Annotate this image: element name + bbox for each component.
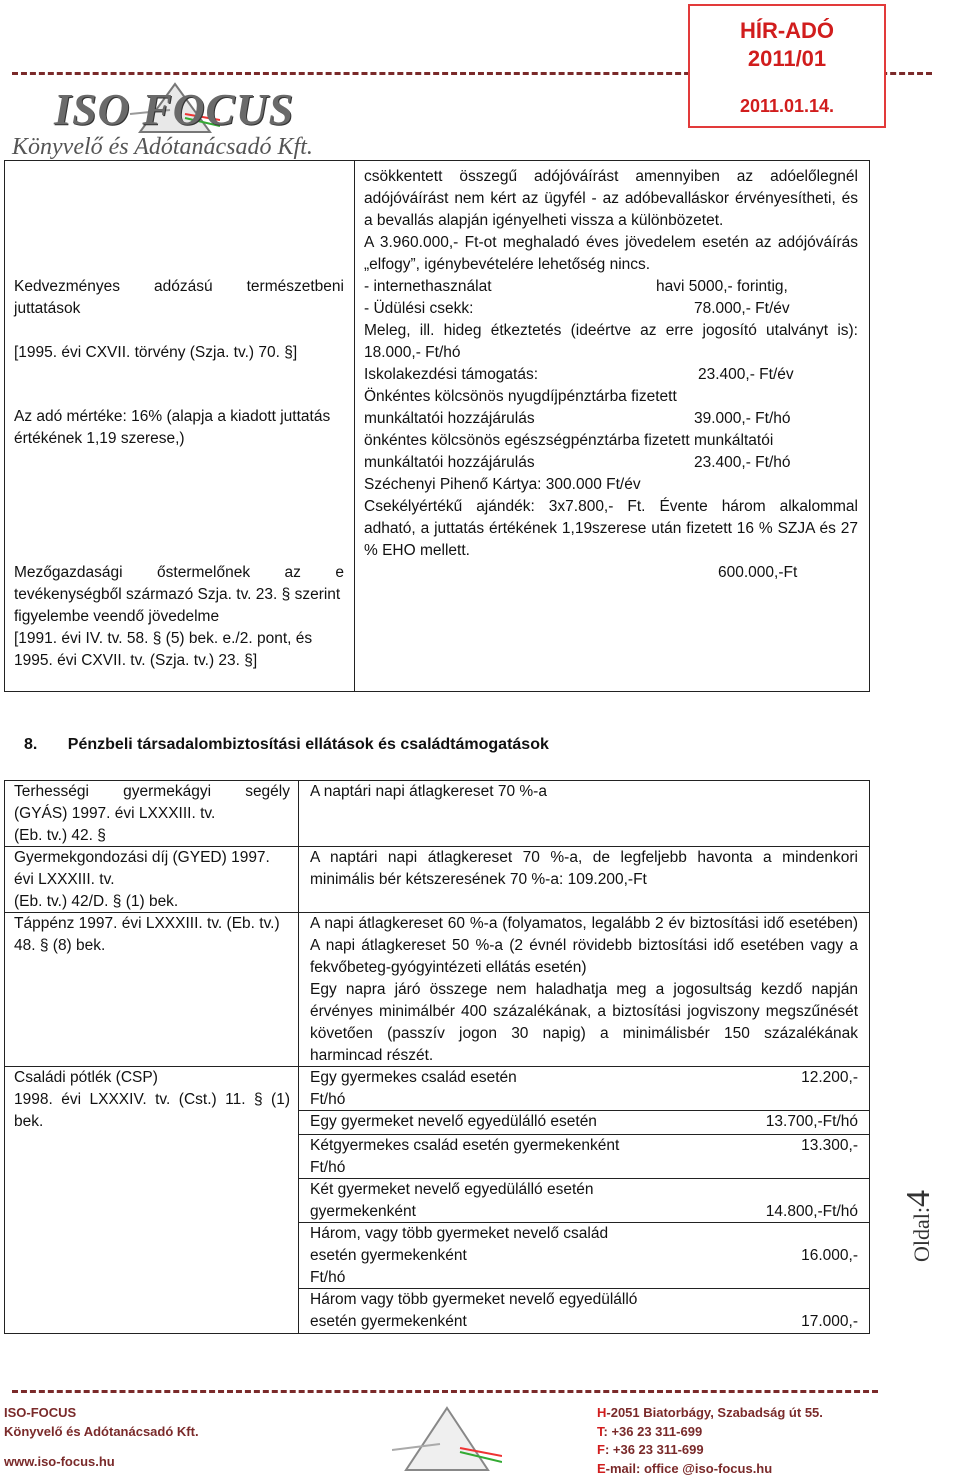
text: esetén gyermekenként bbox=[310, 1247, 467, 1264]
footer-company-subtitle: Könyvelő és Adótanácsadó Kft. bbox=[4, 1423, 199, 1439]
text: Két gyermeket nevelő egyedülálló esetén bbox=[310, 1181, 594, 1198]
benefit-heading bbox=[14, 276, 344, 320]
text: Családi pótlék (CSP) bbox=[14, 1069, 158, 1086]
text: 1998. évi LXXXIV. tv. (Cst.) 11. § (1) bbox=[14, 1091, 290, 1108]
text: Önkéntes kölcsönös nyugdíjpénztárba fizetett bbox=[364, 388, 677, 405]
text: (Eb. tv.) 42. § bbox=[14, 827, 106, 844]
text: Meleg, ill. hideg étkeztetés (ideértve az erre jogosító utalványt is): bbox=[364, 322, 858, 339]
text: értékének 1,19 szerese,) bbox=[14, 430, 185, 447]
text: Ft/hó bbox=[310, 1091, 346, 1108]
newsletter-number: 2011/01 bbox=[747, 46, 827, 71]
farmer-income-text bbox=[14, 562, 344, 672]
text: érvényes minimálbér 400 százalékának, a biztosítási jogviszony megszűnését bbox=[310, 1003, 858, 1020]
newsletter-title: HÍR-ADÓ bbox=[739, 18, 835, 43]
text: 13.300,- bbox=[801, 1137, 858, 1154]
law-reference: [1995. évi CXVII. törvény (Szja. tv.) 70. §] bbox=[14, 344, 298, 361]
section-title: Pénzbeli társadalombiztosítási ellátások és családtámogatások bbox=[67, 736, 549, 753]
text: csökkentett összegű adójóváírást amennyiben az adóelőlegnél bbox=[364, 168, 858, 185]
footer-contact bbox=[597, 1404, 823, 1478]
company-logo bbox=[12, 78, 362, 168]
text: 23.400,- Ft/hó bbox=[694, 454, 791, 471]
text: évi LXXXIII. tv. bbox=[14, 871, 115, 888]
gyas-label bbox=[14, 781, 290, 847]
text: önkéntes kölcsönös egészségpénztárba fizetett munkáltatói bbox=[364, 432, 774, 449]
text: 12.200,- bbox=[801, 1069, 858, 1086]
text: Gyermekgondozási díj (GYED) 1997. bbox=[14, 849, 270, 866]
text: fekvőbeteg-gyógyintézeti ellátás esetén) bbox=[310, 959, 587, 976]
text: E bbox=[597, 1460, 606, 1476]
text: minimális bér kétszeresének 70 %-a: 109.200,-Ft bbox=[310, 871, 647, 888]
text: 17.000,- bbox=[801, 1313, 858, 1330]
footer-address: -2051 Biatorbágy, Szabadság út 55. bbox=[606, 1405, 823, 1420]
text: gyermekenként bbox=[310, 1203, 416, 1220]
text: Ft/hó bbox=[310, 1159, 346, 1176]
csp-row bbox=[310, 1289, 858, 1333]
text: adózású bbox=[154, 278, 213, 295]
text: bek. bbox=[14, 1113, 44, 1130]
footer-prism-icon bbox=[392, 1404, 502, 1476]
text: H bbox=[597, 1405, 607, 1420]
text: Iskolakezdési támogatás: bbox=[364, 366, 539, 383]
footer-fax: : +36 23 311-699 bbox=[604, 1442, 704, 1457]
text: 48. § (8) bek. bbox=[14, 937, 106, 954]
text: 13.700,-Ft/hó bbox=[765, 1113, 858, 1130]
text: A naptári napi átlagkereset 70 %-a, de legfeljebb havonta a mindenkori bbox=[310, 849, 858, 866]
text: Mezőgazdasági őstermelőnek az e bbox=[14, 564, 344, 581]
footer-website-link[interactable]: www.iso-focus.hu bbox=[4, 1454, 115, 1469]
benefit-items bbox=[364, 276, 858, 584]
newsletter-badge bbox=[688, 4, 886, 128]
text: - internethasználat bbox=[364, 278, 492, 295]
text: Kedvezményes bbox=[14, 278, 120, 295]
text: munkáltatói hozzájárulás bbox=[364, 454, 535, 471]
csp-row bbox=[310, 1111, 858, 1133]
text: (GYÁS) 1997. évi LXXXIII. tv. bbox=[14, 805, 216, 822]
text: 18.000,- Ft/hó bbox=[364, 344, 461, 361]
text: A 3.960.000,- Ft-ot meghaladó éves jövedelem esetén az adójóváírás bbox=[364, 234, 858, 251]
text: Egy gyermekes család esetén bbox=[310, 1069, 517, 1086]
csp-row bbox=[310, 1067, 858, 1111]
text: Három vagy több gyermeket nevelő egyedülálló bbox=[310, 1291, 638, 1308]
text: 16.000,- bbox=[801, 1247, 858, 1264]
tax-credit-paragraph bbox=[364, 166, 858, 276]
text: Ft/hó bbox=[310, 1269, 346, 1286]
page-number-value: 4 bbox=[900, 1190, 937, 1207]
footer-company bbox=[4, 1404, 199, 1472]
text: „elfogy”, igénybevételére lehetőség nincs. bbox=[364, 256, 651, 273]
text: 14.800,-Ft/hó bbox=[765, 1203, 858, 1220]
section-heading bbox=[24, 736, 549, 754]
logo-text: ISO FOCUS bbox=[54, 85, 295, 134]
footer-dashed-rule bbox=[12, 1390, 878, 1393]
text: havi 5000,- forintig, bbox=[656, 278, 788, 295]
text: 23.400,- Ft/év bbox=[698, 366, 794, 383]
text: természetbeni bbox=[246, 278, 344, 295]
csp-row bbox=[310, 1135, 858, 1179]
text: a bevallás alapján igényelheti vissza a különbözetet. bbox=[364, 212, 724, 229]
text: Széchenyi Pihenő Kártya: 300.000 Ft/év bbox=[364, 476, 641, 493]
text: figyelembe veendő jövedelme bbox=[14, 608, 220, 625]
footer-phone: : +36 23 311-699 bbox=[603, 1423, 703, 1439]
text: F bbox=[597, 1442, 605, 1457]
text: Az adó mértéke: 16% (alapja a kiadott juttatás bbox=[14, 408, 331, 425]
gyed-label bbox=[14, 847, 290, 913]
text: harmincad részét. bbox=[310, 1047, 434, 1064]
text: T bbox=[597, 1423, 604, 1439]
text: 39.000,- Ft/hó bbox=[694, 410, 791, 427]
text: esetén gyermekenként bbox=[310, 1313, 467, 1330]
text: adójóváírást nem kért az ügyfél - az adóbevalláskor érvényesítheti, és bbox=[364, 190, 858, 207]
text: juttatások bbox=[14, 300, 81, 317]
text: 1995. évi CXVII. tv. (Szja. tv.) 23. §] bbox=[14, 652, 258, 669]
csp-label bbox=[14, 1067, 290, 1133]
gyas-value: A naptári napi átlagkereset 70 %-a bbox=[310, 783, 547, 800]
text: Csekélyértékű ajándék: 3x7.800,- Ft. Évente három alkalommal bbox=[364, 498, 858, 515]
logo-subtitle: Könyvelő és Adótanácsadó Kft. bbox=[12, 134, 313, 160]
tappenz-value bbox=[310, 913, 858, 1067]
text: A napi átlagkereset 50 %-a (2 évnél rövidebb biztosítási idő esetében vagy a bbox=[310, 937, 858, 954]
page-number-label: Oldal: bbox=[909, 1207, 934, 1262]
text: Egy napra járó összege nem haladhatja meg a jogosultság kezdő napján bbox=[310, 981, 858, 998]
tax-rate-text bbox=[14, 406, 344, 450]
table-divider bbox=[298, 780, 299, 1333]
text: munkáltatói hozzájárulás bbox=[364, 410, 535, 427]
csp-row bbox=[310, 1179, 858, 1223]
text: [1991. évi IV. tv. 58. § (5) bek. e./2. pont, és bbox=[14, 630, 313, 647]
text: % EHO mellett. bbox=[364, 542, 470, 559]
text: 600.000,-Ft bbox=[718, 564, 798, 581]
text: adható, a juttatás értékének 1,19szerese után fizetett 16 % SZJA és 27 bbox=[364, 520, 858, 537]
text: A napi átlagkereset 60 %-a (folyamatos, legalább 2 év biztosítási idő esetében) bbox=[310, 915, 858, 932]
text: Táppénz 1997. évi LXXXIII. tv. (Eb. tv.) bbox=[14, 915, 280, 932]
text: Három, vagy több gyermeket nevelő család bbox=[310, 1225, 609, 1242]
section-number: 8. bbox=[24, 736, 38, 753]
text: követően (passzív jogon 30 napig) a minimálisbér 150 százalékának bbox=[310, 1025, 858, 1042]
tappenz-label bbox=[14, 913, 290, 957]
text: Kétgyermekes család esetén gyermekenként bbox=[310, 1137, 620, 1154]
table-divider bbox=[354, 160, 355, 691]
text: - Üdülési csekk: bbox=[364, 300, 474, 317]
footer-company-name: ISO-FOCUS bbox=[4, 1405, 77, 1420]
text: 78.000,- Ft/év bbox=[694, 300, 790, 317]
csp-row bbox=[310, 1223, 858, 1289]
text: (Eb. tv.) 42/D. § (1) bek. bbox=[14, 893, 179, 910]
text: Egy gyermeket nevelő egyedülálló esetén bbox=[310, 1113, 597, 1130]
footer-email-link[interactable]: -mail: office @iso-focus.hu bbox=[605, 1460, 773, 1476]
gyed-value bbox=[310, 847, 858, 891]
newsletter-date: 2011.01.14. bbox=[739, 96, 835, 116]
text: Terhességi gyermekágyi segély bbox=[14, 783, 290, 800]
text: tevékenységből származó Szja. tv. 23. § szerint bbox=[14, 586, 341, 603]
page-number bbox=[900, 1172, 937, 1262]
